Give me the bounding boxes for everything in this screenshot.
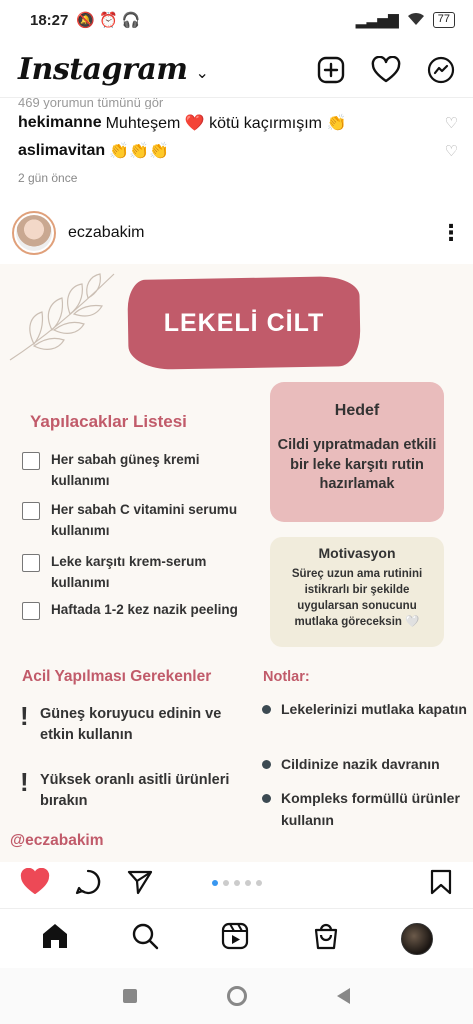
post-image[interactable] — [0, 264, 473, 862]
home-icon[interactable] — [40, 921, 70, 956]
leaf-decoration-icon — [4, 268, 134, 368]
bullet-icon — [262, 794, 271, 803]
comment-item — [18, 137, 458, 165]
battery-icon: 77 — [433, 12, 455, 28]
messenger-icon[interactable] — [427, 56, 455, 84]
create-post-icon[interactable] — [317, 56, 345, 84]
instagram-logo[interactable]: Instagram — [18, 52, 188, 87]
carousel-dot — [245, 880, 251, 886]
like-heart-icon[interactable] — [20, 868, 50, 901]
chevron-down-icon[interactable]: ⌄ — [195, 64, 209, 82]
todo-text: Leke karşıtı krem-serum kullanımı — [51, 554, 207, 590]
shop-icon[interactable] — [311, 921, 341, 956]
note-item — [262, 788, 472, 831]
note-text: Lekelerinizi mutlaka kapatın — [281, 701, 467, 717]
checkbox-icon — [22, 602, 40, 620]
goal-text: Cildi yıpratmadan etkili bir leke karşıtı rutin hazırlamak — [277, 437, 437, 493]
bullet-icon — [262, 705, 271, 714]
bottom-navigation — [0, 908, 473, 968]
view-all-comments-link[interactable]: 469 yorumun tümünü gör — [18, 95, 164, 109]
comment-username[interactable]: aslimavitan — [18, 142, 106, 159]
comment-username[interactable]: hekimanne — [18, 114, 102, 131]
carousel-indicator — [212, 880, 262, 886]
todo-item — [22, 600, 252, 621]
comment-icon[interactable] — [74, 868, 102, 901]
more-options-icon[interactable]: ⋮ — [440, 220, 462, 245]
urgent-text: Güneş koruyucu edinin ve etkin kullanın — [40, 706, 222, 744]
goal-box — [270, 382, 444, 522]
heart-icon[interactable] — [371, 56, 401, 84]
todo-list-title: Yapılacaklar Listesi — [30, 412, 187, 431]
carousel-dot — [212, 880, 218, 886]
todo-text: Her sabah güneş kremi kullanımı — [51, 452, 200, 488]
comment-text: Muhteşem ❤️ kötü kaçırmışım 👏 — [105, 115, 347, 132]
carousel-dot — [223, 880, 229, 886]
mute-icon: 🔕 — [76, 12, 96, 29]
post-timestamp: 2 gün önce — [18, 171, 78, 185]
reels-icon[interactable] — [220, 921, 250, 956]
app-header — [0, 42, 473, 98]
todo-text: Her sabah C vitamini serumu kullanımı — [51, 502, 238, 538]
motivation-text: Süreç uzun ama rutinini istikrarlı bir şekilde uygularsan sonucunu mutlaka göreceksin 🤍 — [291, 568, 423, 629]
system-navigation — [0, 968, 473, 1024]
carousel-dot — [234, 880, 240, 886]
post-username[interactable]: eczabakim — [68, 224, 145, 241]
comment-like-icon[interactable]: ♡ — [444, 115, 458, 132]
post-actions — [0, 862, 473, 906]
note-item — [262, 699, 472, 721]
todo-text: Haftada 1-2 kez nazik peeling — [51, 602, 238, 617]
back-icon[interactable] — [337, 988, 350, 1004]
note-item — [262, 754, 472, 776]
status-time: 18:27 — [30, 11, 69, 29]
carousel-dot — [256, 880, 262, 886]
profile-avatar[interactable] — [401, 923, 433, 955]
todo-item — [22, 450, 252, 492]
headphones-icon: 🎧 — [121, 12, 141, 29]
urgent-item — [20, 701, 250, 746]
bullet-icon — [262, 760, 271, 769]
post-header — [12, 210, 462, 256]
avatar[interactable] — [12, 211, 56, 255]
search-icon[interactable] — [130, 921, 160, 956]
exclamation-icon: ! — [20, 767, 29, 797]
recent-apps-icon[interactable] — [123, 989, 137, 1003]
status-bar — [0, 0, 473, 40]
checkbox-icon — [22, 502, 40, 520]
urgent-item — [20, 767, 250, 812]
notes-title: Notlar: — [263, 669, 310, 685]
note-text: Cildinize nazik davranın — [281, 756, 440, 772]
alarm-icon: ⏰ — [99, 12, 118, 29]
wifi-icon — [407, 12, 425, 29]
comment-item — [18, 109, 458, 137]
note-text: Kompleks formüllü ürünler kullanın — [281, 790, 460, 828]
checkbox-icon — [22, 554, 40, 572]
comment-like-icon[interactable]: ♡ — [444, 143, 458, 160]
comments-section — [18, 95, 458, 185]
todo-item — [22, 500, 252, 542]
signal-icon: ▂▃▅▇ — [355, 11, 399, 28]
goal-title: Hedef — [334, 402, 380, 419]
image-title: LEKELİ CİLT — [163, 308, 325, 337]
bookmark-icon[interactable] — [429, 868, 453, 901]
urgent-text: Yüksek oranlı asitli ürünleri bırakın — [40, 772, 230, 810]
home-button-icon[interactable] — [227, 986, 247, 1006]
share-icon[interactable] — [126, 868, 154, 901]
todo-item — [22, 552, 252, 594]
comment-text: 👏👏👏 — [109, 143, 169, 160]
checkbox-icon — [22, 452, 40, 470]
image-handle: @eczabakim — [10, 832, 104, 849]
motivation-title: Motivasyon — [318, 545, 396, 561]
exclamation-icon: ! — [20, 701, 29, 731]
urgent-title: Acil Yapılması Gerekenler — [22, 668, 212, 685]
motivation-box — [270, 537, 444, 647]
